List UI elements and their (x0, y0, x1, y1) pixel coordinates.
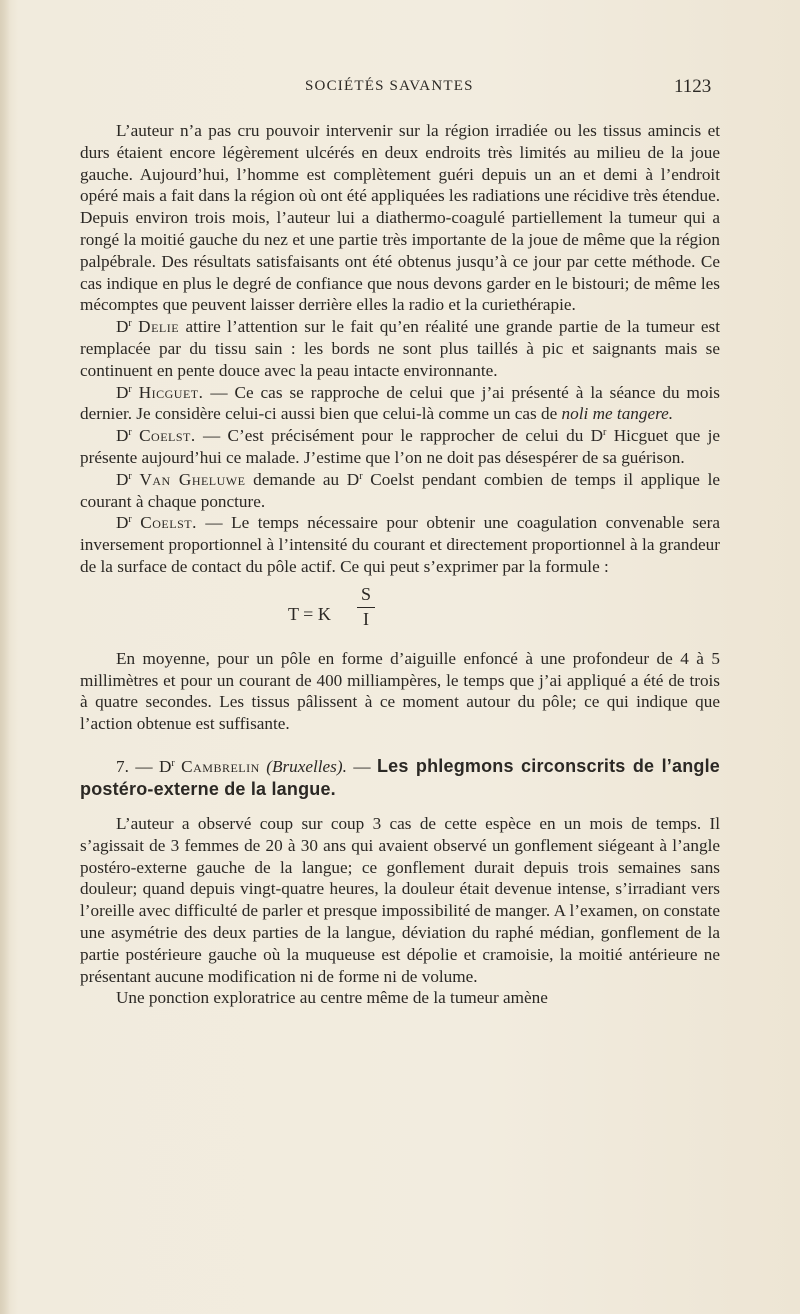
page-number: 1123 (674, 76, 712, 97)
paragraph: $D^r$ Van Gheluwe demande au $D^r$ Coelst pendant combien de temps il applique le courant à chaque poncture. (80, 469, 721, 511)
section-author: Cambrelin (181, 756, 260, 776)
running-head: SOCIÉTÉS SAVANTES (305, 78, 474, 94)
paragraph: En moyenne, pour un pôle en forme d’aiguille enfoncé à une profondeur de 4 à 5 millimètres et pour un courant de 400 milliampères, le temps que j’ai appliqué a été de trois à quatre secondes. Les tissus pâlissent à ce moment autour du pôle; ce qui indique que l’action obtenue est suffisante. (80, 648, 720, 734)
paragraph: $D^r$ Hicguet. — Ce cas se rapproche de celui que j’ai présenté à la séance du mois dernier. Je considère celui-ci aussi bien que celui-là comme un cas de noli me tangere. (80, 382, 720, 424)
section-heading: 7. — $D^r$ Cambrelin (Bruxelles). — Les phlegmons circonscrits de l’angle postéro-externe de la langue. (80, 755, 721, 799)
italic-phrase: noli me tangere. (561, 404, 674, 424)
formula-fraction (355, 584, 377, 631)
speaker-name: Coelst. (140, 513, 197, 533)
formula-numerator: S (360, 583, 371, 604)
paragraph: Une ponction exploratrice au centre même de la tumeur amène (116, 988, 548, 1008)
section-title: Les phlegmons circonscrits de l’angle postéro-externe de la langue. (80, 755, 721, 799)
speaker-name: Van Gheluwe (139, 469, 246, 489)
book-gutter (0, 0, 10, 1314)
page-header (0, 76, 800, 100)
body-text (80, 120, 720, 1009)
formula-denominator: I (363, 608, 369, 629)
formula (80, 584, 720, 644)
speaker-name: Coelst. (139, 426, 196, 446)
speaker-name: Delie (138, 317, 180, 337)
paragraph: $D^r$ Coelst. — Le temps nécessaire pour obtenir une coagulation convenable sera inversement proportionnel à l’intensité du courant et directement proportionnel à la grandeur de la surface de contact du pôle actif. Ce qui peut s’exprimer par la formule : (80, 513, 720, 576)
paragraph: $D^r$ Delie attire l’attention sur le fait qu’en réalité une grande partie de la tumeur est remplacée par du tissu sain : les bords ne sont plus taillés à pic et saignants mais se continuent en pente douce avec la peau intacte environnante. (80, 317, 721, 380)
speaker-name: Hicguet. (138, 382, 204, 402)
paragraph: L’auteur a observé coup sur coup 3 cas de cette espèce en un mois de temps. Il s’agissait de 3 femmes de 20 à 30 ans qui avaient observé un gonflement siégeant à l’angle postéro-externe gauche de la langue; ce gonflement durait depuis trois semaines sans douleur; quand depuis vingt-quatre heures, la douleur était devenue intense, s’irradiant vers l’oreille avec difficulté de parler et presque impossibilité de manger. A l’examen, on constate une asymétrie des deux parties de la langue, déviation du raphé médian, gonflement de la partie postérieure gauche où la muqueuse est dépolie et cramoisie, la moitié antérieure ne présentant aucune modification ni de forme ni de volume. (80, 813, 720, 986)
paragraph: L’auteur n’a pas cru pouvoir intervenir sur la région irradiée ou les tissus amincis et durs étaient encore légèrement ulcérés en deux endroits très limités au milieu de la joue gauche. Aujourd’hui, l’homme est complètement guéri depuis un an et demi à l’endroit opéré mais a fait dans la région où ont été appliquées les radiations une récidive très étendue. Depuis environ trois mois, l’auteur lui a diathermo-coagulé partiellement la tumeur qui a rongé la moitié gauche du nez et une partie très importante de la joue de même que la région palpébrale. Des résultats satisfaisants ont été obtenus jusqu’à ce jour par cette méthode. Ce cas indique en plus le degré de confiance que nous devons garder en le bistouri; de même les mécomptes que peuvent laisser derrière elles la radio et la curiethérapie. (80, 121, 720, 315)
section-7 (80, 755, 720, 1009)
formula-lhs: T = K (288, 603, 331, 624)
section-city: (Bruxelles). (266, 756, 347, 776)
paragraph: $D^r$ Coelst. — C’est précisément pour le rapprocher de celui du $D^r$ Hicguet que je présente aujourd’hui ce malade. J’estime que l’on ne doit pas désespérer de sa guérison. (80, 426, 720, 467)
fraction-bar (357, 607, 375, 608)
